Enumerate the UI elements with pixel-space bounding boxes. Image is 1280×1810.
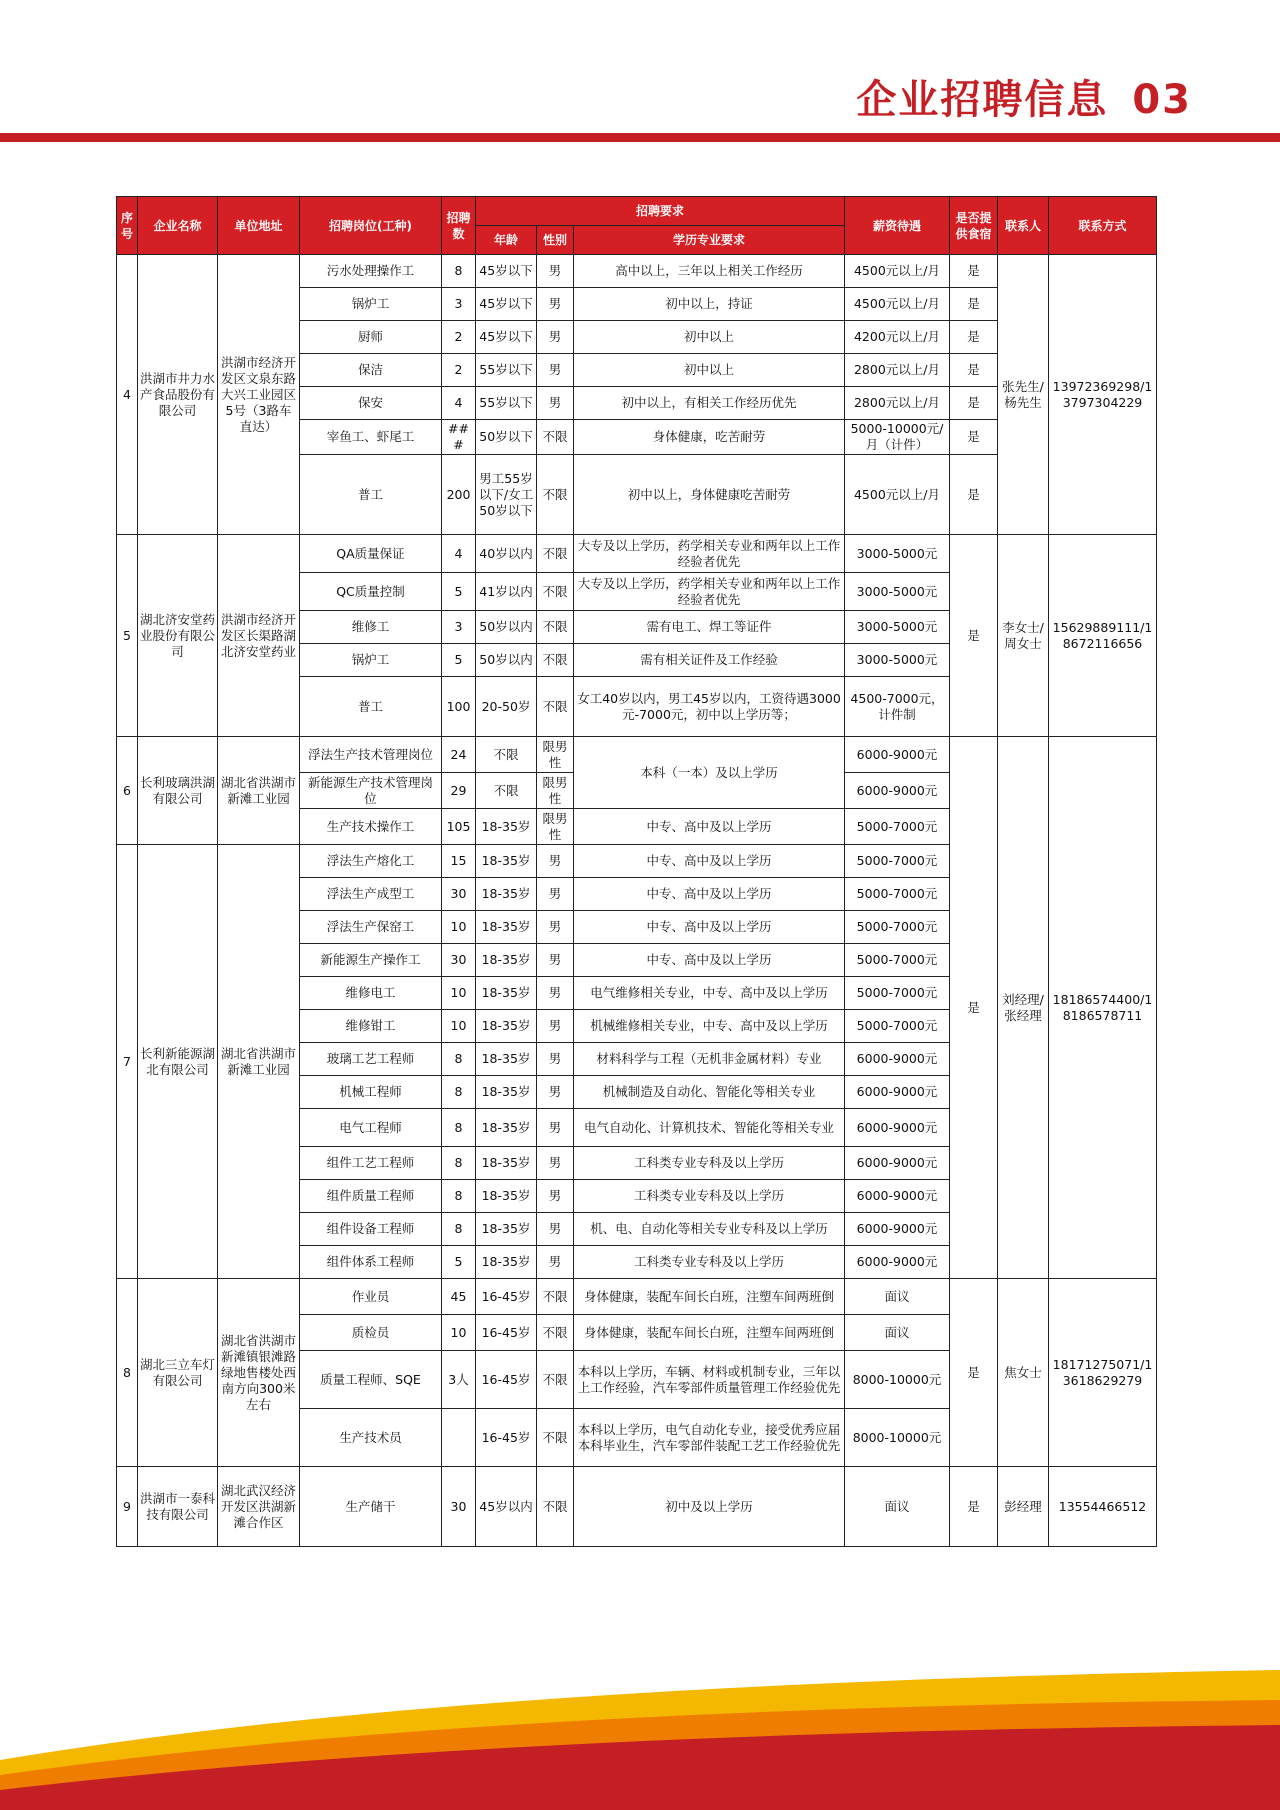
cell-education: 中专、高中及以上学历 — [574, 845, 845, 878]
cell-count: 4 — [442, 535, 476, 573]
header-address: 单位地址 — [218, 197, 300, 255]
cell-salary: 3000-5000元 — [845, 611, 950, 644]
cell-position: 普工 — [300, 677, 442, 737]
cell-age: 41岁以内 — [476, 573, 537, 611]
cell-seq: 9 — [117, 1467, 138, 1547]
cell-position: 污水处理操作工 — [300, 255, 442, 288]
cell-count: ### — [442, 420, 476, 455]
cell-position: 生产技术操作工 — [300, 809, 442, 845]
cell-board: 是 — [950, 455, 998, 535]
cell-gender: 男 — [537, 1213, 574, 1246]
cell-age: 男工55岁以下/女工50岁以下 — [476, 455, 537, 535]
cell-education: 初中以上 — [574, 321, 845, 354]
cell-count: 15 — [442, 845, 476, 878]
cell-position: 锅炉工 — [300, 644, 442, 677]
header-gender: 性别 — [537, 226, 574, 255]
cell-age: 18-35岁 — [476, 845, 537, 878]
cell-count: 5 — [442, 573, 476, 611]
cell-contact: 刘经理/张经理 — [998, 737, 1049, 1279]
cell-company: 长利新能源湖北有限公司 — [138, 845, 218, 1279]
cell-count: 8 — [442, 1213, 476, 1246]
cell-gender: 男 — [537, 1043, 574, 1076]
cell-count: 3 — [442, 288, 476, 321]
cell-age: 45岁以下 — [476, 321, 537, 354]
cell-salary: 2800元以上/月 — [845, 387, 950, 420]
table-row — [117, 1279, 1157, 1315]
cell-seq: 4 — [117, 255, 138, 535]
cell-board: 是 — [950, 255, 998, 288]
cell-position: 厨师 — [300, 321, 442, 354]
cell-count: 200 — [442, 455, 476, 535]
cell-education: 初中以上，持证 — [574, 288, 845, 321]
cell-company: 湖北三立车灯有限公司 — [138, 1279, 218, 1467]
cell-contact: 焦女士 — [998, 1279, 1049, 1467]
cell-position: 维修电工 — [300, 977, 442, 1010]
cell-salary: 5000-7000元 — [845, 1010, 950, 1043]
cell-education: 大专及以上学历，药学相关专业和两年以上工作经验者优先 — [574, 535, 845, 573]
cell-company: 洪湖市井力水产食品股份有限公司 — [138, 255, 218, 535]
cell-salary: 8000-10000元 — [845, 1409, 950, 1467]
cell-age: 18-35岁 — [476, 1147, 537, 1180]
cell-age: 20-50岁 — [476, 677, 537, 737]
cell-gender: 不限 — [537, 1279, 574, 1315]
cell-count — [442, 1409, 476, 1467]
cell-phone: 18171275071/13618629279 — [1049, 1279, 1157, 1467]
cell-age: 18-35岁 — [476, 809, 537, 845]
cell-position: 浮法生产技术管理岗位 — [300, 737, 442, 773]
cell-position: 宰鱼工、虾尾工 — [300, 420, 442, 455]
cell-board: 是 — [950, 737, 998, 1279]
cell-gender: 男 — [537, 1076, 574, 1109]
table-row — [117, 1467, 1157, 1547]
cell-salary: 5000-7000元 — [845, 809, 950, 845]
cell-company: 长利玻璃洪湖有限公司 — [138, 737, 218, 845]
cell-count: 10 — [442, 1010, 476, 1043]
cell-count: 8 — [442, 1109, 476, 1147]
cell-age: 18-35岁 — [476, 1109, 537, 1147]
cell-education: 电气自动化、计算机技术、智能化等相关专业 — [574, 1109, 845, 1147]
cell-education: 初中以上，身体健康吃苦耐劳 — [574, 455, 845, 535]
cell-salary: 6000-9000元 — [845, 1213, 950, 1246]
cell-count: 8 — [442, 255, 476, 288]
cell-age: 不限 — [476, 773, 537, 809]
cell-board: 是 — [950, 288, 998, 321]
cell-salary: 3000-5000元 — [845, 535, 950, 573]
cell-gender: 男 — [537, 321, 574, 354]
cell-seq: 7 — [117, 845, 138, 1279]
cell-count: 2 — [442, 321, 476, 354]
cell-education: 需有电工、焊工等证件 — [574, 611, 845, 644]
header-position: 招聘岗位(工种) — [300, 197, 442, 255]
cell-salary: 5000-7000元 — [845, 911, 950, 944]
cell-count: 30 — [442, 878, 476, 911]
footer-decoration — [0, 1650, 1280, 1810]
cell-count: 2 — [442, 354, 476, 387]
cell-salary: 6000-9000元 — [845, 1076, 950, 1109]
cell-gender: 不限 — [537, 573, 574, 611]
cell-position: 锅炉工 — [300, 288, 442, 321]
cell-age: 45岁以下 — [476, 288, 537, 321]
cell-education: 高中以上，三年以上相关工作经历 — [574, 255, 845, 288]
cell-age: 50岁以内 — [476, 644, 537, 677]
cell-board: 是 — [950, 420, 998, 455]
cell-salary: 面议 — [845, 1279, 950, 1315]
cell-age: 18-35岁 — [476, 977, 537, 1010]
table-row — [117, 737, 1157, 773]
cell-gender: 男 — [537, 1246, 574, 1279]
cell-age: 16-45岁 — [476, 1409, 537, 1467]
cell-gender: 男 — [537, 977, 574, 1010]
cell-seq: 8 — [117, 1279, 138, 1467]
cell-gender: 男 — [537, 944, 574, 977]
cell-education: 机、电、自动化等相关专业专科及以上学历 — [574, 1213, 845, 1246]
cell-address: 湖北省洪湖市新滩工业园 — [218, 845, 300, 1279]
cell-gender: 不限 — [537, 644, 574, 677]
cell-salary: 6000-9000元 — [845, 1246, 950, 1279]
header-count: 招聘数 — [442, 197, 476, 255]
cell-age: 18-35岁 — [476, 1246, 537, 1279]
cell-position: 玻璃工艺工程师 — [300, 1043, 442, 1076]
cell-salary: 8000-10000元 — [845, 1351, 950, 1409]
cell-gender: 男 — [537, 255, 574, 288]
cell-board: 是 — [950, 387, 998, 420]
cell-age: 55岁以下 — [476, 354, 537, 387]
cell-age: 55岁以下 — [476, 387, 537, 420]
header-salary: 薪资待遇 — [845, 197, 950, 255]
cell-salary: 4500元以上/月 — [845, 455, 950, 535]
cell-position: 保安 — [300, 387, 442, 420]
cell-count: 8 — [442, 1043, 476, 1076]
cell-salary: 5000-7000元 — [845, 878, 950, 911]
cell-age: 18-35岁 — [476, 1043, 537, 1076]
cell-gender: 不限 — [537, 677, 574, 737]
cell-salary: 6000-9000元 — [845, 1109, 950, 1147]
cell-count: 5 — [442, 1246, 476, 1279]
cell-gender: 不限 — [537, 1315, 574, 1351]
cell-count: 4 — [442, 387, 476, 420]
cell-age: 不限 — [476, 737, 537, 773]
cell-board: 是 — [950, 321, 998, 354]
cell-education: 材料科学与工程（无机非金属材料）专业 — [574, 1043, 845, 1076]
cell-salary: 5000-10000元/月（计件） — [845, 420, 950, 455]
cell-gender: 不限 — [537, 611, 574, 644]
table-row — [117, 255, 1157, 288]
table-header — [117, 197, 1157, 255]
cell-education: 中专、高中及以上学历 — [574, 944, 845, 977]
cell-phone: 18186574400/18186578711 — [1049, 737, 1157, 1279]
cell-gender: 不限 — [537, 420, 574, 455]
cell-salary: 6000-9000元 — [845, 773, 950, 809]
cell-gender: 男 — [537, 288, 574, 321]
cell-count: 24 — [442, 737, 476, 773]
cell-board: 是 — [950, 1467, 998, 1547]
cell-gender: 不限 — [537, 1467, 574, 1547]
cell-salary: 4200元以上/月 — [845, 321, 950, 354]
table-body — [117, 255, 1157, 1547]
cell-count: 3人 — [442, 1351, 476, 1409]
cell-count: 8 — [442, 1180, 476, 1213]
cell-age: 18-35岁 — [476, 1213, 537, 1246]
cell-board: 是 — [950, 535, 998, 737]
cell-position: 生产技术员 — [300, 1409, 442, 1467]
cell-education: 初中以上，有相关工作经历优先 — [574, 387, 845, 420]
header-phone: 联系方式 — [1049, 197, 1157, 255]
cell-position: 质量工程师、SQE — [300, 1351, 442, 1409]
cell-board: 是 — [950, 354, 998, 387]
cell-gender: 不限 — [537, 535, 574, 573]
cell-salary: 6000-9000元 — [845, 1180, 950, 1213]
cell-age: 16-45岁 — [476, 1315, 537, 1351]
cell-salary: 5000-7000元 — [845, 845, 950, 878]
cell-count: 45 — [442, 1279, 476, 1315]
cell-position: 浮法生产熔化工 — [300, 845, 442, 878]
cell-gender: 男 — [537, 387, 574, 420]
cell-count: 10 — [442, 977, 476, 1010]
cell-phone: 15629889111/18672116656 — [1049, 535, 1157, 737]
cell-count: 8 — [442, 1076, 476, 1109]
cell-age: 16-45岁 — [476, 1351, 537, 1409]
cell-education: 机械制造及自动化、智能化等相关专业 — [574, 1076, 845, 1109]
cell-education: 身体健康，装配车间长白班，注塑车间两班倒 — [574, 1315, 845, 1351]
cell-salary: 5000-7000元 — [845, 977, 950, 1010]
cell-position: 新能源生产操作工 — [300, 944, 442, 977]
cell-count: 30 — [442, 1467, 476, 1547]
cell-age: 50岁以下 — [476, 420, 537, 455]
page-number: 03 — [1132, 77, 1192, 123]
cell-count: 5 — [442, 644, 476, 677]
cell-board: 是 — [950, 1279, 998, 1467]
cell-position: 组件体系工程师 — [300, 1246, 442, 1279]
cell-education: 工科类专业专科及以上学历 — [574, 1147, 845, 1180]
cell-position: 维修工 — [300, 611, 442, 644]
cell-education: 身体健康，吃苦耐劳 — [574, 420, 845, 455]
cell-age: 18-35岁 — [476, 1076, 537, 1109]
header-education: 学历专业要求 — [574, 226, 845, 255]
cell-count: 8 — [442, 1147, 476, 1180]
cell-salary: 2800元以上/月 — [845, 354, 950, 387]
cell-gender: 不限 — [537, 1409, 574, 1467]
cell-address: 洪湖市经济开发区文泉东路大兴工业园区5号（3路车直达） — [218, 255, 300, 535]
cell-position: 新能源生产技术管理岗位 — [300, 773, 442, 809]
cell-salary: 3000-5000元 — [845, 644, 950, 677]
cell-count: 10 — [442, 911, 476, 944]
cell-position: 质检员 — [300, 1315, 442, 1351]
cell-gender: 男 — [537, 845, 574, 878]
cell-age: 50岁以内 — [476, 611, 537, 644]
cell-education: 工科类专业专科及以上学历 — [574, 1246, 845, 1279]
header-requirements: 招聘要求 — [476, 197, 845, 226]
cell-salary: 6000-9000元 — [845, 1147, 950, 1180]
cell-count: 10 — [442, 1315, 476, 1351]
cell-age: 18-35岁 — [476, 944, 537, 977]
cell-count: 29 — [442, 773, 476, 809]
cell-address: 湖北省洪湖市新滩工业园 — [218, 737, 300, 845]
cell-count: 30 — [442, 944, 476, 977]
cell-age: 18-35岁 — [476, 911, 537, 944]
cell-education: 中专、高中及以上学历 — [574, 878, 845, 911]
cell-gender: 限男性 — [537, 737, 574, 773]
cell-age: 18-35岁 — [476, 1180, 537, 1213]
header-age: 年龄 — [476, 226, 537, 255]
recruitment-table-container — [116, 196, 1156, 1547]
cell-salary: 4500元以上/月 — [845, 288, 950, 321]
header-divider-bar — [0, 133, 1280, 142]
cell-age: 45岁以下 — [476, 255, 537, 288]
cell-education: 初中以上 — [574, 354, 845, 387]
cell-salary: 6000-9000元 — [845, 1043, 950, 1076]
cell-position: 组件工艺工程师 — [300, 1147, 442, 1180]
cell-education: 需有相关证件及工作经验 — [574, 644, 845, 677]
cell-seq: 5 — [117, 535, 138, 737]
cell-position: 作业员 — [300, 1279, 442, 1315]
cell-gender: 男 — [537, 1180, 574, 1213]
cell-gender: 不限 — [537, 455, 574, 535]
cell-salary: 3000-5000元 — [845, 573, 950, 611]
cell-salary: 4500元以上/月 — [845, 255, 950, 288]
cell-salary: 面议 — [845, 1315, 950, 1351]
cell-age: 18-35岁 — [476, 878, 537, 911]
cell-position: 维修钳工 — [300, 1010, 442, 1043]
cell-position: 组件质量工程师 — [300, 1180, 442, 1213]
cell-gender: 限男性 — [537, 773, 574, 809]
cell-education: 本科以上学历，电气自动化专业，接受优秀应届本科毕业生，汽车零部件装配工艺工作经验优先 — [574, 1409, 845, 1467]
table-row — [117, 535, 1157, 573]
cell-education: 中专、高中及以上学历 — [574, 911, 845, 944]
header-contact: 联系人 — [998, 197, 1049, 255]
cell-contact: 李女士/周女士 — [998, 535, 1049, 737]
cell-education: 女工40岁以内，男工45岁以内，工资待遇3000元-7000元，初中以上学历等； — [574, 677, 845, 737]
cell-position: 浮法生产保窑工 — [300, 911, 442, 944]
cell-salary: 4500-7000元，计件制 — [845, 677, 950, 737]
cell-position: QC质量控制 — [300, 573, 442, 611]
cell-education: 初中及以上学历 — [574, 1467, 845, 1547]
cell-gender: 限男性 — [537, 809, 574, 845]
cell-age: 18-35岁 — [476, 1010, 537, 1043]
cell-contact: 张先生/杨先生 — [998, 255, 1049, 535]
cell-salary: 面议 — [845, 1467, 950, 1547]
cell-position: 保洁 — [300, 354, 442, 387]
cell-position: QA质量保证 — [300, 535, 442, 573]
cell-salary: 6000-9000元 — [845, 737, 950, 773]
cell-company: 洪湖市一泰科技有限公司 — [138, 1467, 218, 1547]
cell-position: 机械工程师 — [300, 1076, 442, 1109]
cell-education: 本科（一本）及以上学历 — [574, 737, 845, 809]
cell-phone: 13554466512 — [1049, 1467, 1157, 1547]
cell-salary: 5000-7000元 — [845, 944, 950, 977]
cell-position: 普工 — [300, 455, 442, 535]
cell-gender: 男 — [537, 911, 574, 944]
cell-address: 洪湖市经济开发区长渠路湖北济安堂药业 — [218, 535, 300, 737]
cell-education: 中专、高中及以上学历 — [574, 809, 845, 845]
cell-education: 机械维修相关专业，中专、高中及以上学历 — [574, 1010, 845, 1043]
cell-address: 湖北武汉经济开发区洪湖新滩合作区 — [218, 1467, 300, 1547]
cell-seq: 6 — [117, 737, 138, 845]
cell-education: 电气维修相关专业，中专、高中及以上学历 — [574, 977, 845, 1010]
cell-gender: 男 — [537, 1109, 574, 1147]
cell-count: 105 — [442, 809, 476, 845]
page-title — [856, 68, 1192, 125]
recruitment-table — [116, 196, 1157, 1547]
cell-position: 浮法生产成型工 — [300, 878, 442, 911]
cell-phone: 13972369298/13797304229 — [1049, 255, 1157, 535]
cell-gender: 男 — [537, 1147, 574, 1180]
header-board: 是否提供食宿 — [950, 197, 998, 255]
header-seq: 序号 — [117, 197, 138, 255]
cell-gender: 男 — [537, 878, 574, 911]
cell-education: 工科类专业专科及以上学历 — [574, 1180, 845, 1213]
cell-education: 本科以上学历，车辆、材料或机制专业，三年以上工作经验，汽车零部件质量管理工作经验优先 — [574, 1351, 845, 1409]
cell-position: 电气工程师 — [300, 1109, 442, 1147]
cell-position: 生产储干 — [300, 1467, 442, 1547]
cell-position: 组件设备工程师 — [300, 1213, 442, 1246]
cell-education: 大专及以上学历，药学相关专业和两年以上工作经验者优先 — [574, 573, 845, 611]
cell-company: 湖北济安堂药业股份有限公司 — [138, 535, 218, 737]
cell-gender: 不限 — [537, 1351, 574, 1409]
cell-gender: 男 — [537, 354, 574, 387]
header-company: 企业名称 — [138, 197, 218, 255]
cell-address: 湖北省洪湖市新滩镇银滩路绿地售楼处西南方向300米左右 — [218, 1279, 300, 1467]
cell-age: 45岁以内 — [476, 1467, 537, 1547]
cell-education: 身体健康，装配车间长白班，注塑车间两班倒 — [574, 1279, 845, 1315]
cell-contact: 彭经理 — [998, 1467, 1049, 1547]
cell-gender: 男 — [537, 1010, 574, 1043]
page-title-text: 企业招聘信息 — [856, 77, 1109, 123]
cell-age: 16-45岁 — [476, 1279, 537, 1315]
cell-age: 40岁以内 — [476, 535, 537, 573]
cell-count: 100 — [442, 677, 476, 737]
cell-count: 3 — [442, 611, 476, 644]
